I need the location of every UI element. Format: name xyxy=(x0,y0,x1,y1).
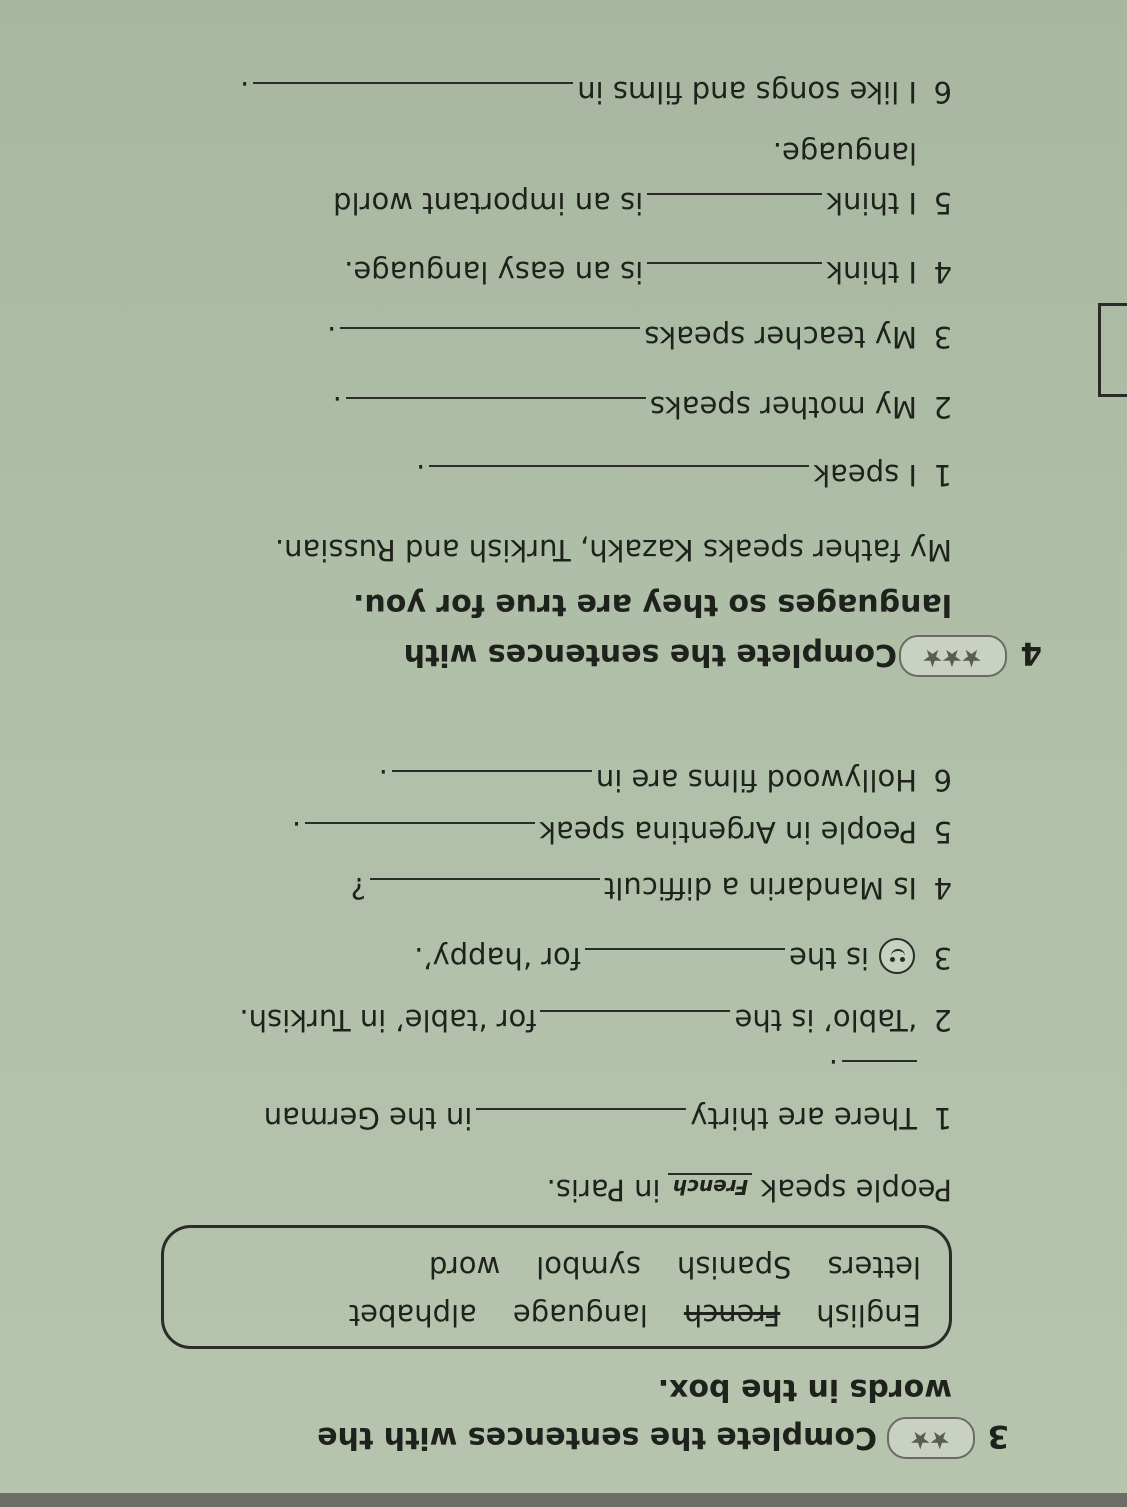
ex3-item-6-blank[interactable] xyxy=(392,770,592,796)
ex4-item-5-continued: language. xyxy=(772,136,917,170)
ex3-item-6-text: Hollywood films are in xyxy=(595,763,917,797)
exercise-4-example: My father speaks Kazakh, Turkish and Russian. xyxy=(274,533,952,567)
ex4-item-4 xyxy=(344,255,917,289)
ex3-item-1-number: 1 xyxy=(933,1101,952,1135)
example-answer: French xyxy=(669,1173,753,1199)
exercise-4-instruction-line-1: Complete the sentences with xyxy=(403,637,897,672)
ex4-item-3-number: 3 xyxy=(933,320,952,354)
ex4-item-1-text: I speak xyxy=(813,458,917,492)
ex4-item-6 xyxy=(240,75,917,109)
ex4-item-4-blank[interactable] xyxy=(647,262,822,288)
ex3-item-1-end: . xyxy=(828,1053,838,1087)
ex3-item-5-text: People in Argentina speak xyxy=(539,815,917,849)
ex3-item-5 xyxy=(292,815,917,849)
ex4-item-4-text-after: is an easy language. xyxy=(344,255,644,289)
word-spanish: Spanish xyxy=(676,1250,792,1284)
word-word: word xyxy=(428,1250,501,1284)
ex4-item-6-blank[interactable] xyxy=(253,82,573,108)
ex3-item-3-blank[interactable] xyxy=(585,948,785,974)
ex3-item-5-text-after: . xyxy=(291,815,302,849)
ex3-item-4-blank[interactable] xyxy=(370,878,600,904)
word-box-row-1 xyxy=(313,1298,921,1332)
ex4-item-2-number: 2 xyxy=(933,390,952,424)
ex4-item-5-text-after: is an important world xyxy=(333,186,644,220)
ex4-item-4-text: I think xyxy=(826,255,917,289)
ex3-item-2-text: ‘Tablo’ is the xyxy=(734,1003,917,1037)
ex3-item-1 xyxy=(264,1101,917,1135)
word-language: language xyxy=(512,1298,648,1332)
exercise-3-example xyxy=(547,1173,952,1207)
word-french-crossed: French xyxy=(683,1298,781,1332)
ex3-item-2-text-after: for ‘table’ in Turkish. xyxy=(239,1003,537,1037)
ex3-item-6-number: 6 xyxy=(933,763,952,797)
ex3-item-2-number: 2 xyxy=(933,1003,952,1037)
ex4-item-2-text-after: . xyxy=(332,390,342,424)
ex3-item-3 xyxy=(414,938,917,975)
ex4-item-1-text-after: . xyxy=(416,458,426,492)
word-box xyxy=(161,1225,952,1349)
smiley-face-icon xyxy=(879,938,915,974)
ex3-item-4 xyxy=(351,871,917,905)
ex4-item-2-text: My mother speaks xyxy=(649,390,917,424)
margin-box xyxy=(1098,303,1127,397)
word-letters: letters xyxy=(827,1250,921,1284)
ex3-item-5-blank[interactable] xyxy=(305,822,535,848)
ex3-item-4-text: Is Mandarin a difficult xyxy=(603,871,917,905)
ex3-item-1-blank[interactable] xyxy=(476,1108,686,1134)
ex4-item-5-number: 5 xyxy=(933,186,952,220)
ex4-item-4-number: 4 xyxy=(933,255,952,289)
ex4-item-3-blank[interactable] xyxy=(340,327,640,353)
ex4-item-1-number: 1 xyxy=(933,458,952,492)
ex3-item-5-number: 5 xyxy=(933,815,952,849)
ex3-item-1-text: There are thirty xyxy=(690,1101,917,1135)
ex3-item-1-text-after: in the German xyxy=(263,1101,473,1135)
difficulty-two-stars-icon: ★★ xyxy=(887,1417,975,1459)
word-english: English xyxy=(816,1298,921,1332)
ex4-item-5 xyxy=(333,186,917,220)
binder-tab-strip xyxy=(0,1493,1127,1507)
ex3-item-6 xyxy=(379,763,917,797)
ex3-item-1-continued xyxy=(829,1053,917,1087)
ex3-item-2-blank[interactable] xyxy=(540,1010,730,1036)
ex4-item-6-number: 6 xyxy=(933,75,952,109)
exercise-3-instruction-line-1: Complete the sentences with the xyxy=(317,1420,877,1455)
exercise-4-instruction-line-2: languages so they are true for you. xyxy=(353,587,952,622)
difficulty-three-stars-icon: ★★★ xyxy=(899,635,1007,677)
ex4-item-3-text: My teacher speaks xyxy=(644,320,917,354)
ex3-item-1-blank-2[interactable] xyxy=(842,1060,917,1086)
ex3-item-3-number: 3 xyxy=(933,941,952,975)
ex4-item-2 xyxy=(333,390,917,424)
example-text-after: in Paris. xyxy=(546,1173,661,1207)
ex4-item-1-blank[interactable] xyxy=(429,465,809,491)
ex3-item-3-text: is the xyxy=(789,941,869,975)
exercise-3-number: 3 xyxy=(987,1418,1009,1454)
ex4-item-5-blank[interactable] xyxy=(647,193,822,219)
word-symbol: symbol xyxy=(536,1250,641,1284)
word-box-row-2 xyxy=(393,1250,921,1284)
ex3-item-3-text-after: for ‘happy’. xyxy=(414,941,582,975)
word-alphabet: alphabet xyxy=(348,1298,477,1332)
example-text-before: People speak xyxy=(760,1173,952,1207)
ex4-item-1 xyxy=(416,458,917,492)
ex4-item-5-text: I think xyxy=(826,186,917,220)
ex3-item-4-number: 4 xyxy=(933,871,952,905)
ex4-item-2-blank[interactable] xyxy=(346,397,646,423)
exercise-4-number: 4 xyxy=(1020,635,1042,671)
ex4-item-6-text: I like songs and films in xyxy=(577,75,917,109)
ex3-item-2 xyxy=(239,1003,917,1037)
exercise-3-instruction-line-2: words in the box. xyxy=(657,1372,952,1407)
ex3-item-6-text-after: . xyxy=(378,763,388,797)
ex4-item-6-text-after: . xyxy=(239,75,250,109)
ex4-item-3-text-after: . xyxy=(327,320,337,354)
ex3-item-4-text-after: ? xyxy=(350,871,366,905)
ex4-item-3 xyxy=(327,320,917,354)
